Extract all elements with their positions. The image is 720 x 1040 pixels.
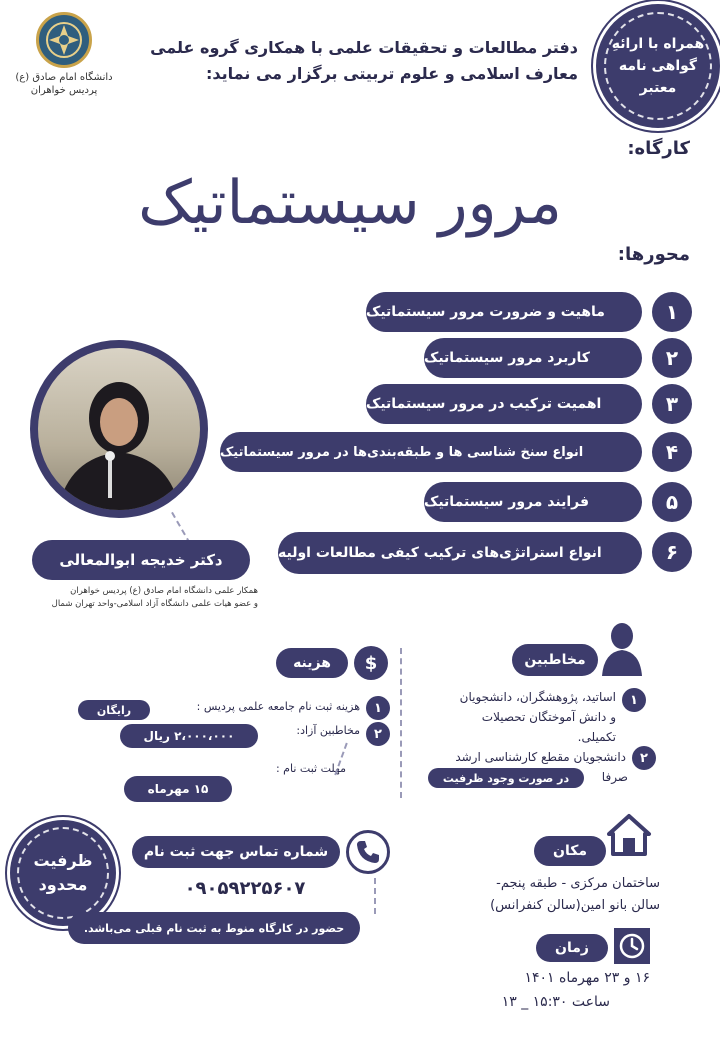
audience-item1-line3: تکمیلی. [577,730,616,744]
location-line2: سالن بانو امین(سالن کنفرانس) [490,898,660,913]
audience-number-2: ۲ [632,746,656,770]
cost-title-badge [276,648,348,678]
location-icon [606,812,652,858]
topic-item-4 [220,432,642,472]
person-icon [600,620,644,676]
topic-item-3 [366,384,642,424]
location-title: مکان [553,843,588,859]
topic-item-1 [366,292,642,332]
deadline-label: مهلت ثبت نام : [275,762,346,775]
capacity-line1: ظرفیت [33,851,93,870]
audience-item1-line1: اساتید، پژوهشگران، دانشجویان [459,690,616,704]
cost-item1-text: هزینه ثبت نام جامعه علمی پردیس : [196,700,360,713]
topic-text: کاربرد مرور سیستماتیک [424,350,590,366]
topic-text: اهمیت ترکیب در مرور سیستماتیک [366,396,602,412]
certificate-badge [596,4,720,128]
topic-text: ماهیت و ضرورت مرور سیستماتیک [366,304,605,320]
topic-number-1: ۱ [652,292,692,332]
dollar-symbol: $ [364,652,378,674]
topic-number-5: ۵ [652,482,692,522]
contact-note: حضور در کارگاه منوط به ثبت نام قبلی می‌باشد. [83,921,345,935]
logo-pattern-icon [44,20,84,60]
cost-free-badge [78,700,150,720]
audience-number-1: ۱ [622,688,646,712]
cost-item2-text: مخاطبین آزاد: [296,724,360,737]
speaker-bio-line1: همکار علمی دانشگاه امام صادق (ع) پردیس خواهران [70,586,258,596]
topic-number-6: ۶ [652,532,692,572]
contact-connector [374,878,376,914]
capacity-stamp [10,820,116,926]
phone-icon [346,830,390,874]
section-divider [400,648,402,798]
workshop-title: مرور سیستماتیک [138,168,562,238]
topic-text: فرایند مرور سیستماتیک [424,494,590,510]
audience-item1-line2: و دانش آموختگان تحصیلات [481,710,616,724]
capacity-condition: در صورت وجود ظرفیت [442,771,570,785]
topic-text: انواع سنخ شناسی ها و طبقه‌بندی‌ها در مرور سیستماتیک [220,444,584,460]
cost-price-badge [120,724,258,748]
intro-text-line2: معارف اسلامی و علوم تربیتی برگزار می نماید: [206,64,578,83]
badge-line3: معتبر [639,80,677,96]
deadline-value: ۱۵ مهرماه [147,782,209,796]
contact-title: شماره تماس جهت ثبت نام [143,844,329,860]
university-logo [36,12,92,68]
topic-item-2 [424,338,642,378]
topic-number-2: ۲ [652,338,692,378]
speaker-photo [30,340,208,518]
time-icon [614,928,650,964]
time-line2: ساعت ۱۵:۳۰ _ ۱۳ [501,994,610,1010]
phone-handset-icon [355,839,381,865]
audience-icon [600,620,644,676]
intro-text-line1: دفتر مطالعات و تحقیقات علمی با همکاری گروه علمی [150,38,578,57]
speaker-name: دکتر خدیجه ابوالمعالی [59,551,223,569]
location-line1: ساختمان مرکزی - طبقه پنجم- [496,876,660,891]
topic-item-6 [278,532,642,574]
audience-item2-prefix: صرفا [601,770,628,784]
workshop-label: کارگاه: [627,138,690,159]
time-title: زمان [555,940,589,956]
cost-price-value: ۲،۰۰۰،۰۰۰ ریال [143,729,235,743]
contact-note-badge [68,912,360,944]
audience-item2-line1: دانشجویان مقطع کارشناسی ارشد [455,750,626,764]
speaker-name-badge [32,540,250,580]
capacity-line2: محدود [38,875,88,894]
cost-number-1: ۱ [366,696,390,720]
contact-title-badge [132,836,340,868]
audience-title: مخاطبین [524,652,586,668]
topic-number-3: ۳ [652,384,692,424]
topic-text: انواع استراتژی‌های ترکیب کیفی مطالعات اولیه [278,545,602,561]
cost-number-2: ۲ [366,722,390,746]
time-line1: ۱۶ و ۲۳ مهرماه ۱۴۰۱ [524,970,650,986]
topics-label: محورها: [617,244,690,265]
university-name: دانشگاه امام صادق (ع) [15,72,113,83]
cost-title: هزینه [293,655,331,671]
badge-line2: گواهی نامه [618,58,698,74]
topic-number-4: ۴ [652,432,692,472]
house-icon [606,812,652,858]
topic-item-5 [424,482,642,522]
deadline-badge [124,776,232,802]
audience-capacity-badge [428,768,584,788]
speaker-bio-line2: و عضو هیات علمی دانشگاه آزاد اسلامی-واحد تهران شمال [51,599,258,609]
person-silhouette-icon [38,348,200,510]
contact-phone[interactable]: ۰۹۰۵۹۲۲۵۶۰۷ [184,878,306,899]
university-campus: پردیس خواهران [30,85,98,96]
badge-line1: همراه با ارائهِ [611,36,705,52]
dollar-icon [354,646,388,680]
cost-free-value: رایگان [96,703,132,717]
clock-icon [618,932,646,960]
audience-title-badge [512,644,598,676]
location-title-badge [534,836,606,866]
time-title-badge [536,934,608,962]
